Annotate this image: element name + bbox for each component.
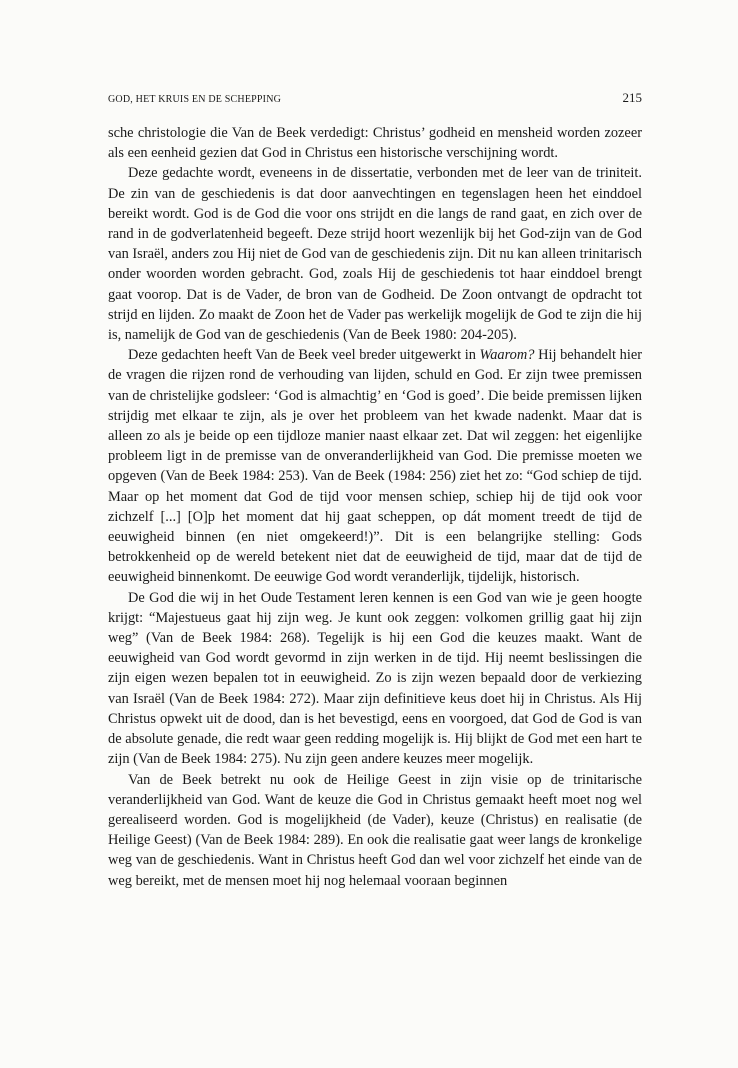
page-header (108, 90, 642, 106)
body-text (108, 123, 642, 891)
paragraph-waarom (108, 345, 642, 587)
book-title-waarom: Waarom? (479, 347, 535, 364)
paragraph-oude-testament: De God die wij in het Oude Testament leren kennen is een God van wie je geen hoogte krijgt: “Majestueus gaat hij zijn weg. Je kunt ook zeggen: volkomen grillig gaat hij zijn weg” (Van de Beek 1984: 268). Tegelijk is hij een God die keuzes maakt. Want de eeuwigheid van God wordt gevormd in zijn werken in de tijd. Hij neemt beslissingen die zijn eigen wezen bepalen tot in eeuwigheid. Zo is zijn wezen bepaald door de verkiezing van Israël (Van de Beek 1984: 272). Maar zijn definitieve keus doet hij in Christus. Als Hij Christus opwekt uit de dood, dan is het bevestigd, eens en voorgoed, dat God de God is van de absolute genade, die redt waar geen redding mogelijk is. Hij blijkt de God met een hart te zijn (Van de Beek 1984: 275). Nu zijn geen andere keuzes meer mogelijk. (108, 589, 642, 768)
paragraph-heilige-geest: Van de Beek betrekt nu ook de Heilige Geest in zijn visie op de trinitarische veranderlijkheid van God. Want de keuze die God in Christus gemaakt heeft moet nog wel gerealiseerd worden. God is mogelijkheid (de Vader), keuze (Christus) en realisatie (de Heilige Geest) (Van de Beek 1984: 289). En ook die realisatie gaat weer langs de kronkelige weg van de geschiedenis. Want in Christus heeft God dan wel voor zichzelf het einde van de weg bereikt, met de mensen moet hij nog helemaal vooraan beginnen (108, 771, 642, 889)
page-number: 215 (622, 90, 642, 105)
paragraph-triniteit: Deze gedachte wordt, eveneens in de dissertatie, verbonden met de leer van de triniteit. De zin van de geschiedenis is dat door aanvechtingen en tegenslagen heen het einddoel bereikt wordt. God is de God die voor ons strijdt en die langs de rand gaat, en zich over de rand in de godverlatenheid begeeft. Deze strijd hoort wezenlijk bij het God-zijn van de God van Israël, anders zou Hij niet de God van de geschiedenis zijn. Dit nu kan alleen trinitarisch onder woorden worden gebracht. God, zoals Hij de geschiedenis tot haar einddoel brengt gaat voorop. Dat is de Vader, de bron van de Godheid. De Zoon ontvangt de opdracht tot strijd en lijden. Zo maakt de Zoon het de Vader pas werkelijk mogelijk de God te zijn die hij is, namelijk de God van de geschiedenis (Van de Beek 1980: 204-205). (108, 165, 642, 344)
paragraph-waarom-lead: Deze gedachten heeft Van de Beek veel breder uitgewerkt in (128, 347, 480, 364)
running-head: GOD, HET KRUIS EN DE SCHEPPING (108, 94, 282, 105)
paragraph-continuation: sche christologie die Van de Beek verdedigt: Christus’ godheid en mensheid worden zozeer als een eenheid gezien dat God in Christus een historische verschijning wordt. (108, 125, 642, 162)
paragraph-waarom-rest: Hij behandelt hier de vragen die rijzen rond de verhouding van lijden, schuld en God. Er zijn twee premissen van de christelijke godsleer: ‘God is almachtig’ en ‘God is goed’. Die beide premissen lijken strijdig met elkaar te zijn, als je over het probleem van het kwade nadenkt. Maar dat is alleen zo als je beide op een tijdloze manier naast elkaar zet. Dat wil zeggen: het eigenlijke probleem ligt in de premisse van de onveranderlijkheid van God. Die premisse moeten we opgeven (Van de Beek 1984: 253). Van de Beek (1984: 256) ziet het zo: “God schiep de tijd. Maar op het moment dat God de tijd voor mensen schiep, schiep hij de tijd ook voor zichzelf [...] [O]p het moment dat hij gaat scheppen, op dát moment treedt de tijd de eeuwigheid binnen (en niet omgekeerd!)”. Dit is een belangrijke stelling: Gods betrokkenheid op de wereld betekent niet dat de eeuwigheid de tijd, maar dat de tijd de eeuwigheid binnenkomt. De eeuwige God wordt veranderlijk, tijdelijk, historisch. (108, 347, 643, 586)
